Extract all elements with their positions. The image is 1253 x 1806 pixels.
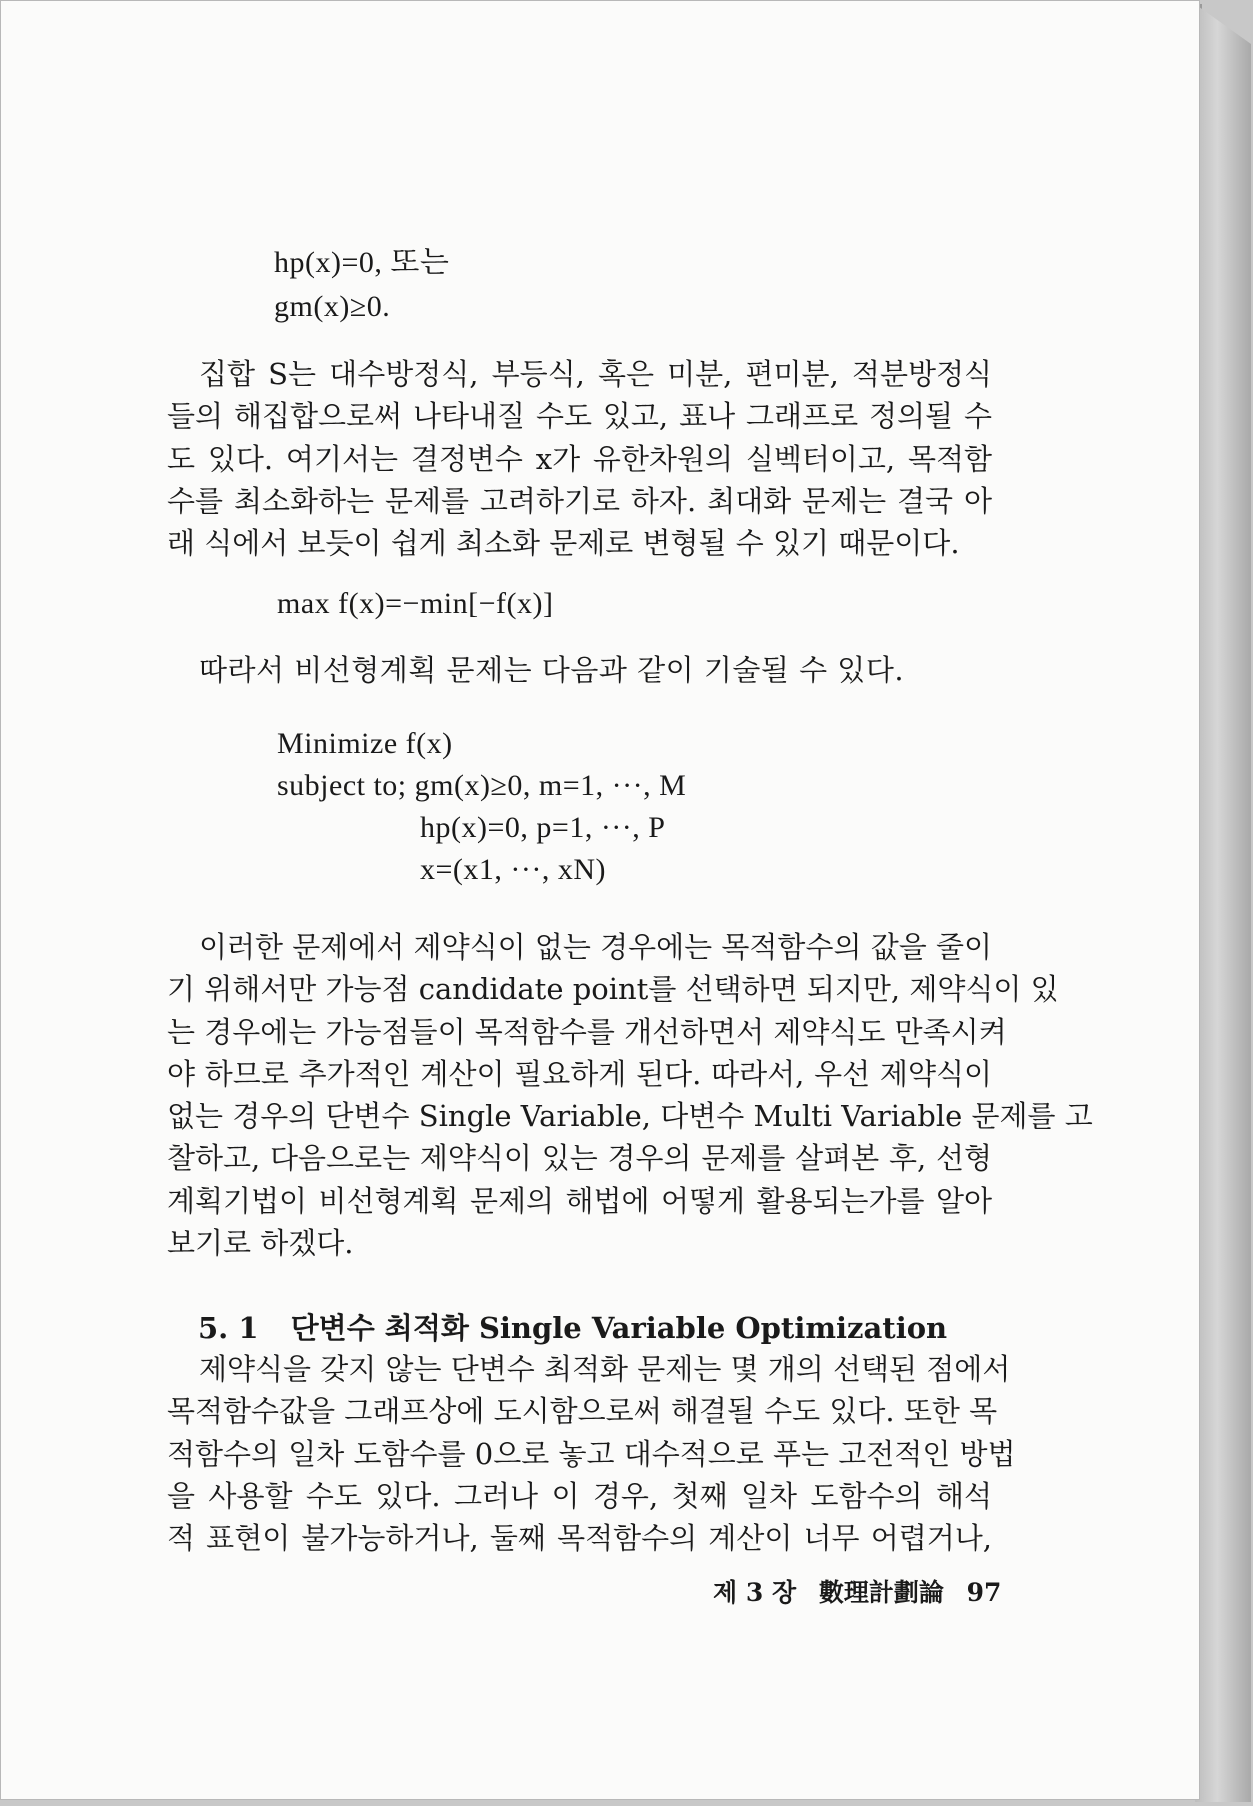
paragraph-1-line: 집합 S는 대수방정식, 부등식, 혹은 미분, 편미분, 적분방정식 <box>199 357 992 391</box>
formulation-objective-text: Minimize f(x) <box>277 727 453 760</box>
equation-gm-text: gm(x)≥0. <box>274 290 391 323</box>
formulation-constraint-1-text: subject to; gm(x)≥0, m=1, ···, M <box>277 769 687 802</box>
paragraph-3-line: 이러한 문제에서 제약식이 없는 경우에는 목적함수의 값을 줄이 <box>199 930 992 964</box>
formulation-constraint-3-text: x=(x1, ···, xN) <box>420 853 607 886</box>
footer-chapter: 제 3 장 <box>713 1578 797 1607</box>
formulation-constraint-1 <box>277 768 686 804</box>
max-equation-text: max f(x)=−min[−f(x)] <box>277 587 554 620</box>
paragraph-1 <box>167 353 992 564</box>
formulation-constraint-2-text: hp(x)=0, p=1, ···, P <box>420 811 666 844</box>
paragraph-2 <box>199 652 904 688</box>
paragraph-4-line: 목적함수값을 그래프상에 도시함으로써 해결될 수도 있다. 또한 목 <box>167 1394 998 1429</box>
formulation-constraint-3 <box>420 852 606 888</box>
paragraph-3-line: 보기로 하겠다. <box>167 1226 354 1261</box>
page-number: 97 <box>966 1578 1002 1607</box>
paragraph-3-line: 기 위해서만 가능점 candidate point를 선택하면 되지만, 제약식이 있 <box>167 972 1059 1007</box>
paragraph-1-line: 들의 해집합으로써 나타내질 수도 있고, 표나 그래프로 정의될 수 <box>167 399 992 434</box>
footer-title: 數理計劃論 <box>818 1578 944 1607</box>
paragraph-2-text: 따라서 비선형계획 문제는 다음과 같이 기술될 수 있다. <box>199 653 905 687</box>
section-number: 5. 1 <box>198 1311 259 1345</box>
paragraph-4 <box>167 1348 1016 1559</box>
paragraph-3-line: 찰하고, 다음으로는 제약식이 있는 경우의 문제를 살펴본 후, 선형 <box>167 1141 992 1176</box>
paragraph-3-line: 는 경우에는 가능점들이 목적함수를 개선하면서 제약식도 만족시켜 <box>167 1014 1007 1049</box>
paragraph-4-line: 을 사용할 수도 있다. 그러나 이 경우, 첫째 일차 도함수의 해석 <box>167 1478 992 1513</box>
equation-gm <box>274 289 390 325</box>
equation-hp-text: hp(x)=0, 또는 <box>274 246 450 279</box>
formulation-constraint-2 <box>420 810 665 846</box>
paragraph-4-line: 적 표현이 불가능하거나, 둘째 목적함수의 계산이 너무 어렵거나, <box>167 1521 992 1556</box>
section-title: 단변수 최적화 Single Variable Optimization <box>290 1311 948 1345</box>
paragraph-1-line: 도 있다. 여기서는 결정변수 x가 유한차원의 실벡터이고, 목적함 <box>167 441 992 476</box>
paragraph-1-line: 래 식에서 보듯이 쉽게 최소화 문제로 변형될 수 있기 때문이다. <box>167 526 960 561</box>
equation-hp <box>274 245 449 281</box>
paragraph-3-line: 없는 경우의 단변수 Single Variable, 다변수 Multi Variable 문제를 고 <box>167 1099 1093 1134</box>
section-heading <box>198 1306 947 1347</box>
paragraph-1-line: 수를 최소화하는 문제를 고려하기로 하자. 최대화 문제는 결국 아 <box>167 483 992 518</box>
page-footer <box>713 1573 1015 1609</box>
paragraph-4-line: 제약식을 갖지 않는 단변수 최적화 문제는 몇 개의 선택된 점에서 <box>199 1352 1011 1386</box>
paragraph-3-line: 야 하므로 추가적인 계산이 필요하게 된다. 따라서, 우선 제약식이 <box>167 1056 992 1091</box>
paragraph-3 <box>167 926 1093 1264</box>
max-equation <box>277 586 554 622</box>
formulation-objective <box>277 726 453 762</box>
paragraph-4-line: 적함수의 일차 도함수를 0으로 놓고 대수적으로 푸는 고전적인 방법 <box>167 1436 1016 1471</box>
paragraph-3-line: 계획기법이 비선형계획 문제의 해법에 어떻게 활용되는가를 알아 <box>167 1183 992 1218</box>
page-edge <box>1195 4 1251 1802</box>
